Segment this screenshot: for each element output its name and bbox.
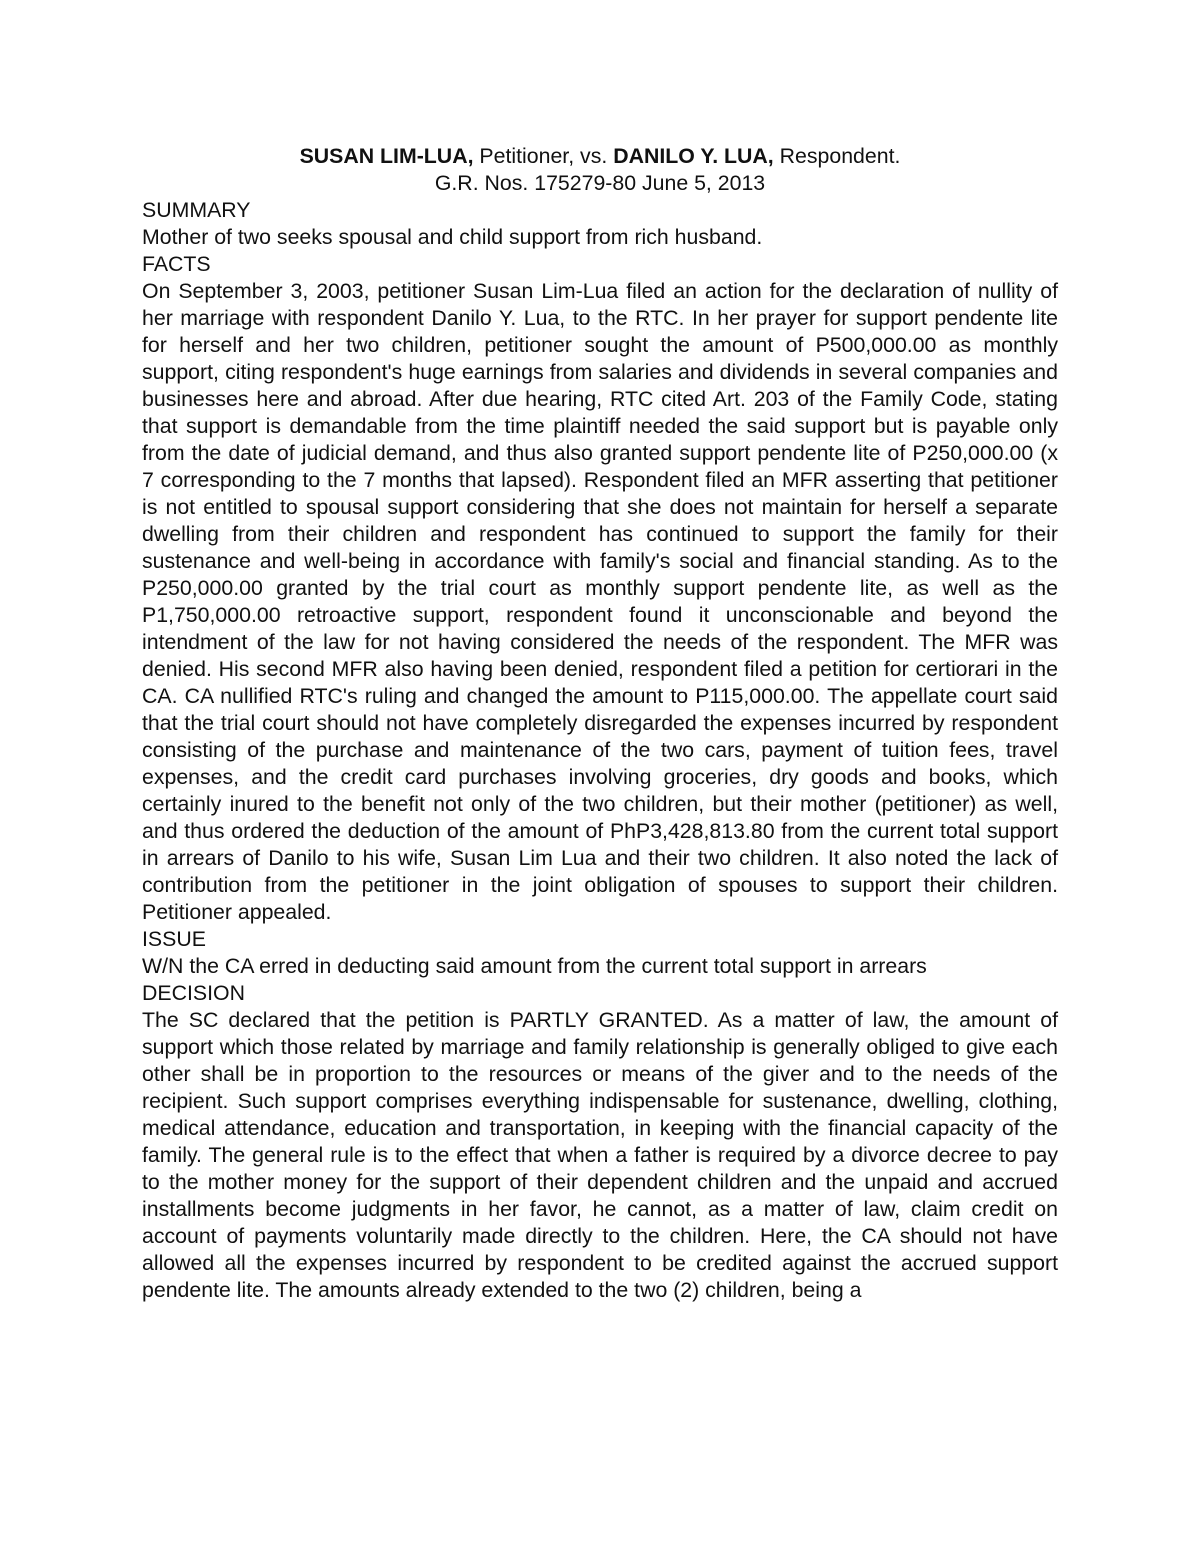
issue-text: W/N the CA erred in deducting said amount from the current total support in arrears <box>142 954 927 978</box>
case-title <box>142 143 1058 170</box>
decision-text: The SC declared that the petition is PARTLY GRANTED. As a matter of law, the amount of support which those related by marriage and family relationship is generally obliged to give each other shall be in proportion to the resources or means of the giver and to the needs of the recipient. Such support comprises everything indispensable for sustenance, dwelling, clothing, medical attendance, education and transportation, in keeping with the financial capacity of the family. The general rule is to the effect that when a father is required by a divorce decree to pay to the mother money for the support of their dependent children and the unpaid and accrued installments become judgments in her favor, he cannot, as a matter of law, claim credit on account of payments voluntarily made directly to the children. Here, the CA should not have allowed all the expenses incurred by respondent to be credited against the accrued support pendente lite. The amounts already extended to the two (2) children, being a <box>142 1008 1058 1302</box>
respondent-name: DANILO Y. LUA, <box>613 144 774 168</box>
issue-heading: ISSUE <box>142 927 206 951</box>
summary-heading: SUMMARY <box>142 198 251 222</box>
respondent-role: Respondent. <box>773 144 901 168</box>
petitioner-name: SUSAN LIM-LUA, <box>299 144 474 168</box>
summary-text: Mother of two seeks spousal and child support from rich husband. <box>142 225 763 249</box>
facts-heading: FACTS <box>142 252 211 276</box>
petitioner-role: Petitioner, vs. <box>473 144 614 168</box>
facts-text: On September 3, 2003, petitioner Susan Lim-Lua filed an action for the declaration of nullity of her marriage with respondent Danilo Y. Lua, to the RTC. In her prayer for support pendente lite for herself and her two children, petitioner sought the amount of P500,000.00 as monthly support, citing respondent's huge earnings from salaries and dividends in several companies and businesses here and abroad. After due hearing, RTC cited Art. 203 of the Family Code, stating that support is demandable from the time plaintiff needed the said support but is payable only from the date of judicial demand, and thus also granted support pendente lite of P250,000.00 (x 7 corresponding to the 7 months that lapsed). Respondent filed an MFR asserting that petitioner is not entitled to spousal support considering that she does not maintain for herself a separate dwelling from their children and respondent has continued to support the family for their sustenance and well-being in accordance with family's social and financial standing. As to the P250,000.00 granted by the trial court as monthly support pendente lite, as well as the P1,750,000.00 retroactive support, respondent found it unconscionable and beyond the intendment of the law for not having considered the needs of the respondent. The MFR was denied. His second MFR also having been denied, respondent filed a petition for certiorari in the CA. CA nullified RTC's ruling and changed the amount to P115,000.00. The appellate court said that the trial court should not have completely disregarded the expenses incurred by respondent consisting of the purchase and maintenance of the two cars, payment of tuition fees, travel expenses, and the credit card purchases involving groceries, dry goods and books, which certainly inured to the benefit not only of the two children, but their mother (petitioner) as well, and thus ordered the deduction of the amount of PhP3,428,813.80 from the current total support in arrears of Danilo to his wife, Susan Lim Lua and their two children. It also noted the lack of contribution from the petitioner in the joint obligation of spouses to support their children. Petitioner appealed. <box>142 279 1058 924</box>
decision-heading: DECISION <box>142 981 245 1005</box>
case-citation: G.R. Nos. 175279-80 June 5, 2013 <box>434 171 766 195</box>
document-page <box>142 143 1058 1304</box>
